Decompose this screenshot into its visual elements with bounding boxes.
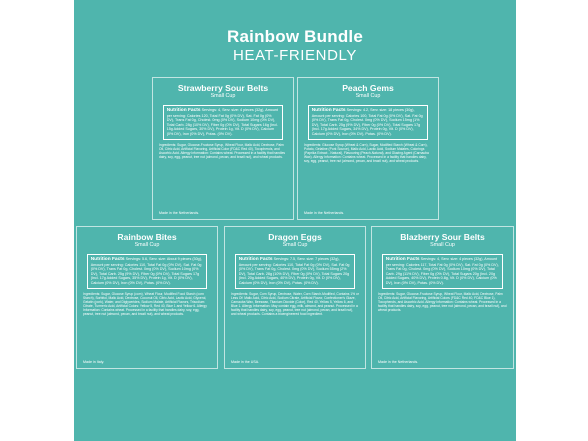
nutrition-facts-text: Servings: 5.6, Serv. size: About 9 pieces (30g), Amount per serving: Calories 110, Total Fat 0g (0% DV), Sat. Fat 0g (0% DV), Trans Fat 0g, Cholest. 0mg (0% DV), Sodium 10mg (0% DV), Total Carb. 25g (9% DV), Fiber 0g (0% DV), Total Sugars 17g (Incl. 17g Added Sugars, 35% DV), Protein 1g, Vit. D (0% DV), Calcium (0% DV), Iron (0% DV), Potas. (0% DV). <box>90 257 202 285</box>
country-of-origin: Made in the Netherlands. <box>304 211 345 215</box>
product-name: Blazberry Sour Belts <box>400 232 485 242</box>
product-size: Small Cup <box>430 242 455 248</box>
nutrition-facts-box <box>382 254 504 289</box>
ingredients-text: Ingredients: Sugar, Glucose-Fructose Syrup, Wheat Flour, Malic Acid, Dextrose, Palm Oil, Citric Acid, Artificial Flavoring, Artificial Color (FD&C Red 40), Tocopherols, and Ascorbic Acid. Allergy Information: Contains wheat. Processed in a facility that handles dairy, soy, egg, peanut, tree nut (almond, pecan, and brazil nut), and wheat products. <box>159 142 286 159</box>
product-size: Small Cup <box>134 242 160 248</box>
nutrition-facts-box <box>235 254 356 289</box>
nutrition-facts-box <box>308 105 429 140</box>
nutrition-facts-text: Servings: 4.2, Serv. size: 18 pieces (30g), Amount per serving: Calories 100, Total Fat 0g (0% DV), Sat. Fat 0g (0% DV), Trans Fat 0g, Cholest. 0mg (0% DV), Sodium 15mg (1% DV), Total Carb. 25g (9% DV), Fiber 0g (0% DV), Total Sugars 17g (Incl. 17g Added Sugars, 34% DV), Protein 0g, Vit. D (0% DV), Calcium (0% DV), Iron (0% DV), Potas. (0% DV). <box>311 108 423 136</box>
product-name: Strawberry Sour Belts <box>177 83 269 93</box>
country-of-origin: Made in Italy. <box>83 360 105 364</box>
product-card-dragon-eggs <box>224 226 366 369</box>
nutrition-facts-heading: Nutrition Facts <box>238 257 273 262</box>
bundle-sheet <box>74 0 516 441</box>
product-name: Peach Gems <box>342 83 394 93</box>
nutrition-facts-heading: Nutrition Facts <box>311 108 346 113</box>
nutrition-facts-text: Servings: 7.5, Serv. size: 7 pieces (32g), Amount per serving: Calories 110, Total Fat 0g (0% DV), Sat. Fat 0g (0% DV), Trans Fat 0g, Cholest. 0mg (0% DV), Sodium 55mg (2% DV), Total Carb. 28g (10% DV), Fiber 0g (0% DV), Total Sugars 20g (Incl. 20g Added Sugars, 40% DV), Protein 0g, Vit. D (0% DV), Calcium (0% DV), Iron (0% DV), Potas. (0% DV). <box>238 257 350 285</box>
ingredients-text: Ingredients: Sugar, Glucose Syrup (corn), Wheat Flour, Modified Food Starch (corn Starch), Sorbitol, Malic Acid, Dextrose, Coconut Oil, Citric Acid, Lactic Acid, Glycerol, Gelatin (pork), Water, and Diglycerides, Sodium Malate, Artificial Flavors, Trisodium Citrate, Turmeric Acid, Artificial Colors: Yellow 5, Red 40, Blue 1 and Yellow 6. Allergy Information: Contains wheat. Processed in a facility that handles dairy, soy, egg, peanut, tree nut (almond, pecan, and brazil nut), and wheat products. <box>83 291 207 317</box>
product-name: Dragon Eggs <box>268 232 322 242</box>
page-subtitle: HEAT-FRIENDLY <box>233 47 357 64</box>
page-title: Rainbow Bundle <box>227 27 363 46</box>
nutrition-facts-box <box>87 254 208 289</box>
product-card-rainbow-bites <box>76 226 218 369</box>
product-card-strawberry-sour-belts <box>152 77 294 220</box>
nutrition-facts-box <box>163 105 284 140</box>
product-card-peach-gems <box>297 77 439 220</box>
ingredients-text: Ingredients: Glucose Syrup (Wheat & Corn), Sugar, Modified Starch (Wheat & Corn), Potato, Gelatine (Pork Source), Malic Acid, Lactic Acid, Sodium Malates, Colorings (Paprika Extract - Natural), Flavouring (Peach-Natural), and Glazing Agent (Carnauba Wax). Allergy Information: Contains wheat. Processed in a facility that handles dairy, soy, egg, peanut, tree nut (almond, pecan, and brazil nut), and wheat products. <box>304 142 429 163</box>
nutrition-facts-heading: Nutrition Facts <box>90 257 125 262</box>
product-size: Small Cup <box>210 93 236 99</box>
nutrition-facts-heading: Nutrition Facts <box>385 257 420 262</box>
country-of-origin: Made in the USA. <box>231 360 260 364</box>
product-name: Rainbow Bites <box>117 232 177 242</box>
country-of-origin: Made in the Netherlands. <box>378 360 419 364</box>
country-of-origin: Made in the Netherlands. <box>159 211 200 215</box>
product-card-blazberry-sour-belts <box>371 226 514 369</box>
product-size: Small Cup <box>282 242 308 248</box>
nutrition-facts-heading: Nutrition Facts <box>166 108 201 113</box>
nutrition-facts-text: Servings: 4, Serv. size: 4 pieces (32g), Amount per serving: Calories 120, Total Fat 0g (0% DV), Sat. Fat 0g (0% DV), Trans Fat 0g, Cholest. 0mg (0% DV), Sodium 10mg (0% DV), Total Carb. 28g (10% DV), Fiber 0g (0% DV), Total Sugars 16g (Incl. 15g Added Sugars, 30% DV), Protein 1g, Vit. D (0% DV), Calcium (0% DV), Iron (0% DV), Potas. (0% DV). <box>166 108 278 136</box>
ingredients-text: Ingredients: Sugar, Corn Syrup, Dextrose, Water, Corn Starch-Modified, Contains 1% or Less Of: Malic Acid, Citric Acid, Sodium Citrate, Artificial Flavor, Confectioner's Glaze, Carnauba Wax, Beeswax, Titanium Dioxide (Color), Red 40, Yellow 5, Yellow 6, and Blue 1. Allergy Information: May contain egg, milk, almond, and peanut. Processed in a facility that handles dairy, soy, egg, peanut, tree nut (almond, pecan, and brazil nut), and wheat products. Contains a bioengineered food ingredient. <box>231 291 359 317</box>
ingredients-text: Ingredients: Sugar, Glucose-Fructose Syrup, Wheat Flour, Malic Acid, Dextrose, Palm Oil, Citric Acid, Artificial Flavoring, Artificial Colors (FD&C Red 40, FD&C Blue 1), Tocopherols, and Ascorbic Acid. Allergy Information: Contains wheat. Processed in a facility that handles dairy, soy, egg, peanut, tree nut (almond, pecan, and brazil nut), and wheat products. <box>378 291 507 312</box>
nutrition-facts-text: Servings: 4, Serv. size: 4 pieces (32g), Amount per serving: Calories 117, Total Fat 0g (0% DV), Sat. Fat 0g (0% DV), Trans Fat 0g, Cholest. 0mg (0% DV), Sodium 10mg (0% DV), Total Carb. 29g (11% DV), Fiber 0g (0% DV), Total Sugars 20g (Incl. 20g Added Sugars, 40% DV), Protein 0.8g, Vit. D (0% DV), Calcium (0% DV), Iron (0% DV), Potas. (0% DV). <box>385 257 499 285</box>
product-size: Small Cup <box>355 93 381 99</box>
